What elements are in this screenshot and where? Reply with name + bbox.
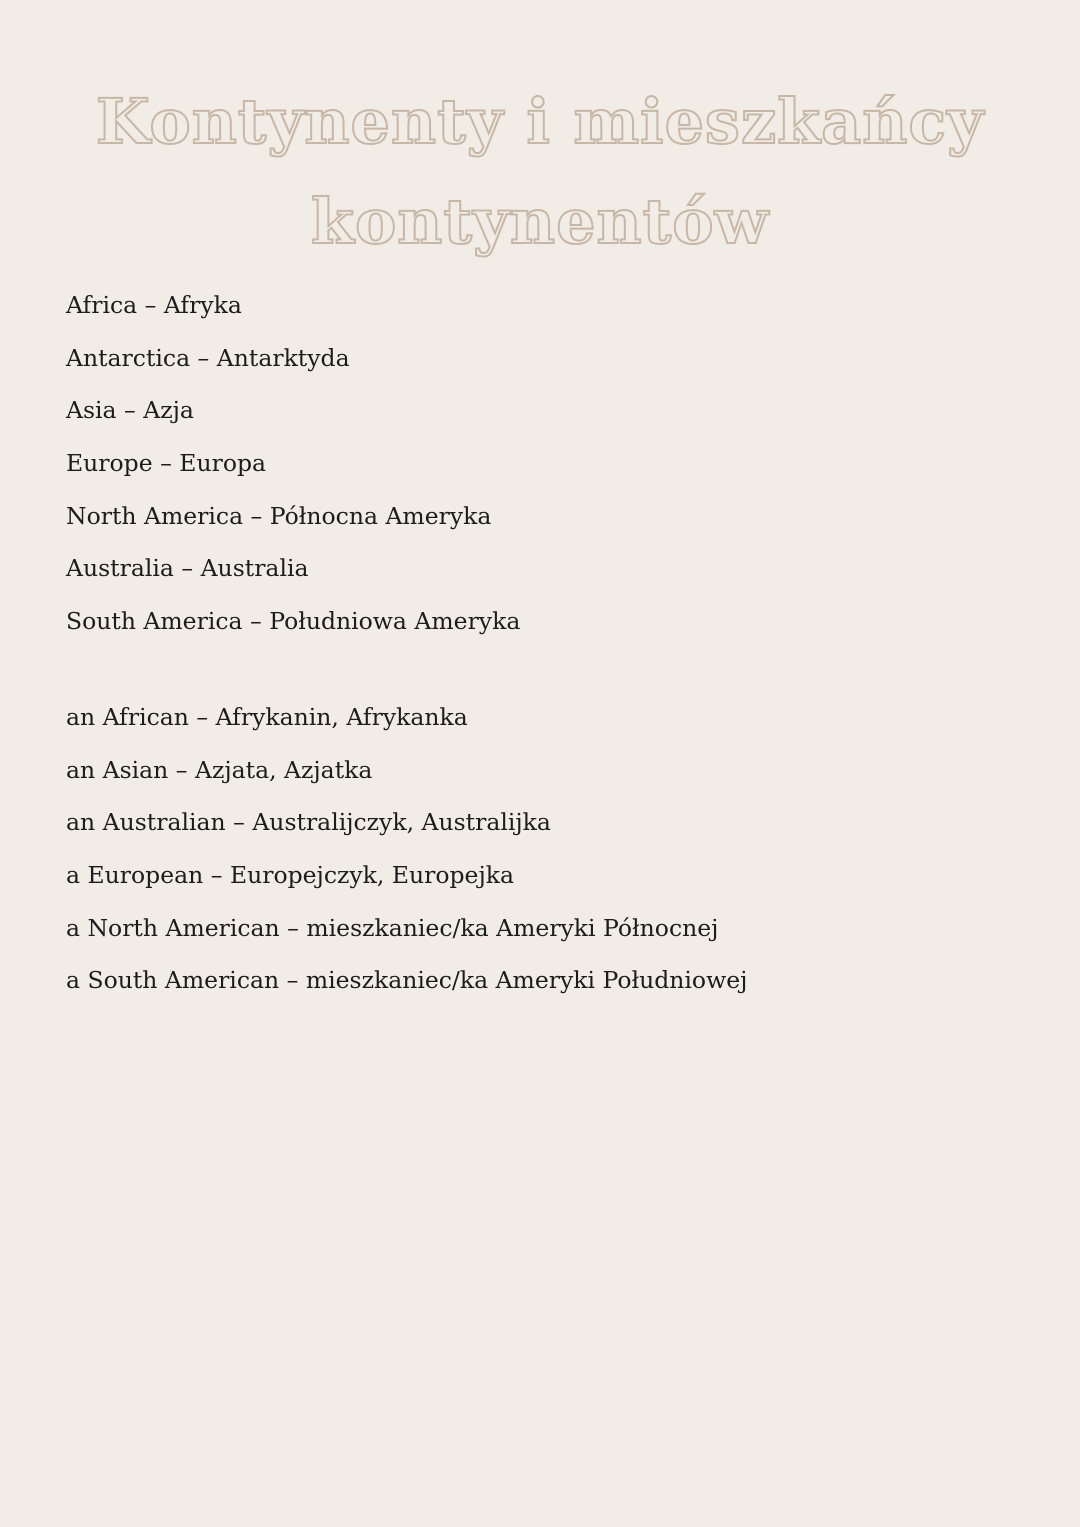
list-item: North America – Północna Ameryka [66, 501, 492, 530]
list-item: an Australian – Australijczyk, Australijka [66, 808, 551, 837]
list-item: an Asian – Azjata, Azjatka [66, 755, 373, 784]
list-item: Asia – Azja [66, 396, 194, 425]
list-item: Antarctica – Antarktyda [66, 343, 350, 372]
list-item: Europe – Europa [66, 449, 267, 478]
list-item: an African – Afrykanin, Afrykanka [66, 703, 468, 731]
list-item: a North American – mieszkaniec/ka Ameryki Północnej [66, 913, 719, 942]
page-title: Kontynenty i mieszkańcy kontynentów [95, 85, 985, 258]
list-item: a European – Europejczyk, Europejka [66, 861, 515, 890]
inhabitants-list [66, 691, 747, 1007]
continents-list [66, 279, 520, 648]
list-item: Australia – Australia [66, 554, 309, 583]
list-item: South America – Południowa Ameryka [66, 607, 521, 636]
list-item: Africa – Afryka [66, 291, 242, 319]
list-item: a South American – mieszkaniec/ka Ameryki Południowej [66, 966, 748, 995]
